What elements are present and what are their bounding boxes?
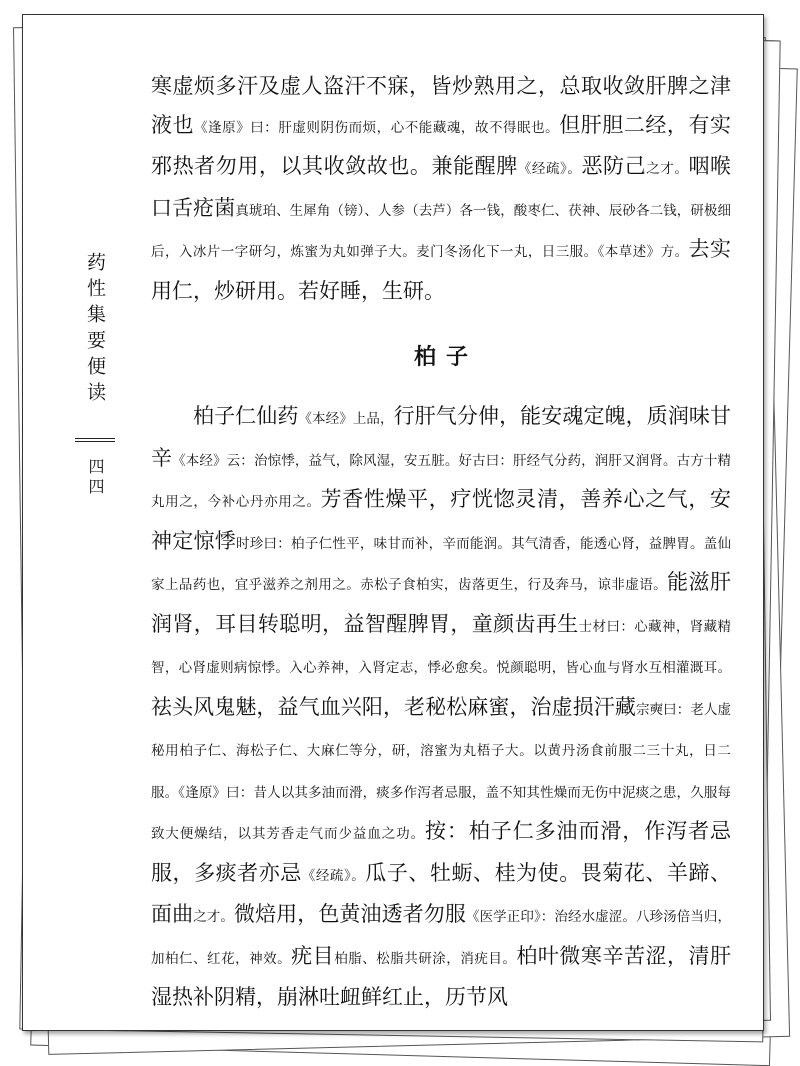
main-text: 疣目 xyxy=(291,943,335,968)
page-number: 四四 xyxy=(86,458,105,498)
section-heading: 柏子 xyxy=(413,344,478,370)
annotation: 《经疏》。 xyxy=(301,867,366,884)
page-body xyxy=(151,67,731,1017)
annotation: 宗奭曰：老人虚秘用柏子仁、海松子仁、大麻仁等分，研，溶蜜为丸梧子大。以黄丹汤食前服二三十丸，日二服。《逢原》曰：昔人以其多油而滑，痰多作泻者忌服，盖不知其性燥而无伤中泥痰之患，久服每致大便燥结，以其芳香走气而少益血之功。 xyxy=(151,701,732,842)
paragraph-suanzaoren-continued xyxy=(151,67,731,310)
annotation: 柏脂、松脂共研涂，消疣目。 xyxy=(334,950,517,967)
main-text: 微焙用，色黄油透者勿服 xyxy=(233,902,466,926)
annotation: 《医学正印》：治经水虚涩。八珍汤倍当归，加柏仁、红花，神效。 xyxy=(151,909,732,967)
main-text: 祛头风鬼魅，益气血兴阳，老秘松麻蜜，治虚损汗藏 xyxy=(151,694,636,719)
annotation: 《本经》上品， xyxy=(298,411,394,427)
main-text: 瓜子、牡蛎、桂为使。畏菊花、羊蹄、面曲 xyxy=(151,860,732,926)
main-text: 恶防己 xyxy=(581,154,647,178)
annotation: 时珍曰：柏子仁性平，味甘而补，辛而能润。其气清香，能透心肾，益脾胃。盖仙家上品药也，宜乎滋养之剂用之。赤松子食柏实，齿落更生，行及奔马，谅非虚语。 xyxy=(151,535,732,593)
annotation: 之才。 xyxy=(193,909,234,925)
book-page xyxy=(22,14,764,1031)
main-text: 寒虚烦多汗及虚人盗汗不寐，皆炒熟用之，总取收敛肝脾之津液也 xyxy=(151,74,731,137)
main-text: 芳香性燥平，疗恍惚灵清，善养心之气，安神定惊悸 xyxy=(151,487,732,553)
main-text: 按：柏子仁多油而滑，作泻者忌服，多痰者亦忌 xyxy=(151,819,731,885)
annotation: 士材曰：心藏神，肾藏精智，心肾虚则病惊悸。入心养神，入肾定志，悸必愈矣。悦颜聪明，皆心血与肾水互相灌溉耳。 xyxy=(151,618,732,676)
book-title: 药性集要便读 xyxy=(84,252,106,408)
main-text: 能滋肝润肾，耳目转聪明，益智醒脾胃，童颜齿再生 xyxy=(151,570,732,636)
main-text: 咽喉口舌疮菌 xyxy=(151,154,732,220)
annotation: 真琥珀、生犀角（镑）、人参（去芦）各一钱，酸枣仁、茯神、辰砂各二钱，研极细后，入冰片一字研匀，炼蜜为丸如弹子大。麦门冬汤化下一丸，日三服。《本草述》方。 xyxy=(151,202,732,260)
main-text: 但肝胆二经，有实邪热者勿用，以其收敛故也。兼能醒脾 xyxy=(151,112,732,178)
annotation: 《经疏》。 xyxy=(517,161,582,177)
header-divider xyxy=(75,438,115,442)
running-header xyxy=(73,230,117,508)
annotation: 之才。 xyxy=(646,161,689,177)
main-text: 柏叶微寒辛苦涩，清肝湿热补阴精，崩淋吐衄鲜红止，历节风 xyxy=(151,943,732,1009)
paragraph-baiziren xyxy=(151,397,731,1017)
main-text: 柏子仁仙药 xyxy=(193,404,299,428)
annotation: 《本经》云：治惊悸，益气，除风湿，安五脏。好古曰：肝经气分药，润肝又润肾。古方十精丸用之，今补心丹亦用之。 xyxy=(151,452,732,510)
main-text: 行肝气分伸，能安魂定魄，质润味甘辛 xyxy=(151,404,732,470)
annotation: 《逢原》曰：肝虚则阴伤而烦，心不能藏魂，故不得眠也。 xyxy=(194,119,560,136)
main-text: 去实用仁，炒研用。若好睡，生研。 xyxy=(151,237,732,303)
